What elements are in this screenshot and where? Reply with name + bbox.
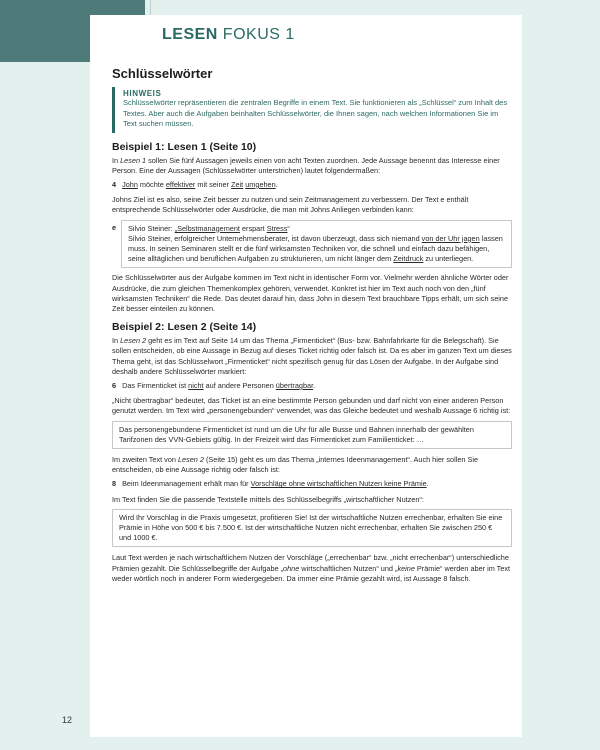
quote-firmenticket: Das personengebundene Firmenticket ist rund um die Uhr für alle Busse und Bahnen innerhalb der gewählten Tarifzonen des VVN-Gebiets gültig. In der Freizeit wird das Firmenticket zum Familienticket: …	[112, 421, 512, 449]
hinweis-text: Schlüsselwörter repräsentieren die zentralen Begriffe in einem Text. Sie funktionieren als „Schlüssel“ zum Inhalt des Textes. Aber auch die Aufgaben beinhalten Schlüsselwörter, die Ihnen sagen, nach welchen Informationen Sie im Text suchen müssen.	[123, 98, 508, 128]
beispiel2-heading: Beispiel 2: Lesen 2 (Seite 14)	[112, 321, 257, 334]
beispiel2-para2: Im zweiten Text von Lesen 2 (Seite 15) geht es um das Thema „internes Ideenmanagement“. Auch hier sollen Sie entscheiden, ob eine Aussage richtig oder falsch ist:	[112, 454, 479, 475]
hinweis-title: HINWEIS	[123, 89, 162, 98]
statement-8: 8 Beim Ideenmanagement erhält man für Vorschläge ohne wirtschaftlichen Nutzen keine Prämie.	[112, 479, 429, 489]
quote-ideenmanagement: Wird Ihr Vorschlag in die Praxis umgesetzt, profitieren Sie! Ist der wirtschaftliche Nutzen errechenbar, erhalten Sie eine Prämie in Höhe von 500 € bis 7.500 €. Ist der wirtschaftliche Nutzen nicht errechenbar, erhalten Sie zwischen 250 € und 1000 €.	[112, 509, 512, 548]
header-title-light: FOKUS 1	[222, 26, 295, 43]
quote-e-block	[112, 220, 512, 269]
beispiel2-para3: Im Text finden Sie die passende Textstelle mittels des Schlüsselbegriffs „wirtschaftlicher Nutzen“:	[112, 494, 424, 504]
statement-4: 4 John möchte effektiver mit seiner Zeit umgehen.	[112, 179, 278, 189]
main-content	[112, 66, 512, 588]
statement-6: 6 Das Firmenticket ist nicht auf andere Personen übertragbar.	[112, 380, 316, 390]
page-header-title	[162, 26, 295, 44]
header-title-bold: LESEN	[162, 26, 218, 43]
beispiel1-heading: Beispiel 1: Lesen 1 (Seite 10)	[112, 140, 257, 153]
beispiel2-para4: Laut Text werden je nach wirtschaftlichem Nutzen der Vorschläge („errechenbar“ bzw. „nicht errechenbar“) unterschiedliche Prämien gezahlt. Die Schlüsselbegriffe der Aufgabe „ohne wirtschaftlichen Nutzen“ und „keine Prämie“ werden aber im Text weder wörtlich noch in anderer Form wiedergegeben. Da immer eine Prämie gezahlt wird, ist Aussage 8 falsch.	[112, 553, 511, 583]
beispiel1-para: Johns Ziel ist es also, seine Zeit besser zu nutzen und sein Zeitmanagement zu verbessern. Der Text e enthält entsprechende Schlüsselwörter oder Ausdrücke, die man mit Johns Anliegen verbinden kann:	[112, 195, 469, 215]
quote-letter: e	[112, 222, 117, 232]
beispiel1-intro: In Lesen 1 sollen Sie fünf Aussagen jeweils einen von acht Texten zuordnen. Jede Aussage benennt das Interesse einer Person. Eine der Aussagen (Schlüsselwörter unterstrichen) lautet folgendermaßen:	[112, 155, 500, 175]
beispiel2-intro: In Lesen 2 geht es im Text auf Seite 14 um das Thema „Firmenticket“ (Bus- bzw. Bahnfahrkarte für die Belegschaft). Sie sollen entscheiden, ob eine Aussage in Bezug auf dieses Ticket richtig oder falsch ist. Da es aber im ganzen Text um dieses Thema geht, ist das Schlüsselwort „Firmenticket“ nicht spezifisch genug für das Lösen der Aufgabe. In der Aufgabe sind deshalb andere Schlüsselwörter markiert:	[112, 336, 512, 376]
beispiel2-para1: „Nicht übertragbar“ bedeutet, das Ticket ist an eine bestimmte Person gebunden und darf nicht von einer anderen Person genutzt werden. Im Text wird „personengebunden“ verwendet, was das Gleiche bedeutet und weshalb Aussage 6 richtig ist:	[112, 396, 511, 416]
quote-e: Silvio Steiner: „Selbstmanagement erspart Stress“ Silvio Steiner, erfolgreicher Unternehmensberater, ist davon überzeugt, dass sich niemand von der Uhr jagen lassen muss. In seinen Seminaren stellt er die fünf wirksamsten Techniken vor, die schnell und einfach dazu befähigen, seine alltäglichen und beruflichen Aufgaben zu strukturieren, um nicht länger dem Zeitdruck zu unterliegen.	[121, 220, 512, 269]
beispiel1-after: Die Schlüsselwörter aus der Aufgabe kommen im Text nicht in identischer Form vor. Vielmehr werden ähnliche Wörter oder Ausdrücke, die zum gleichen Themenkomplex gehören, verwendet. Konkret ist hier im Text auch noch von den „fünf wirksamsten Techniken“ die Rede. Das deutet darauf hin, dass John in diesem Text brauchbare Tipps erhält, um sich seine Zeit besser einteilen zu können.	[112, 273, 509, 313]
page-number: 12	[62, 715, 73, 725]
hinweis-box	[112, 87, 512, 133]
section-title: Schlüsselwörter	[112, 66, 213, 81]
